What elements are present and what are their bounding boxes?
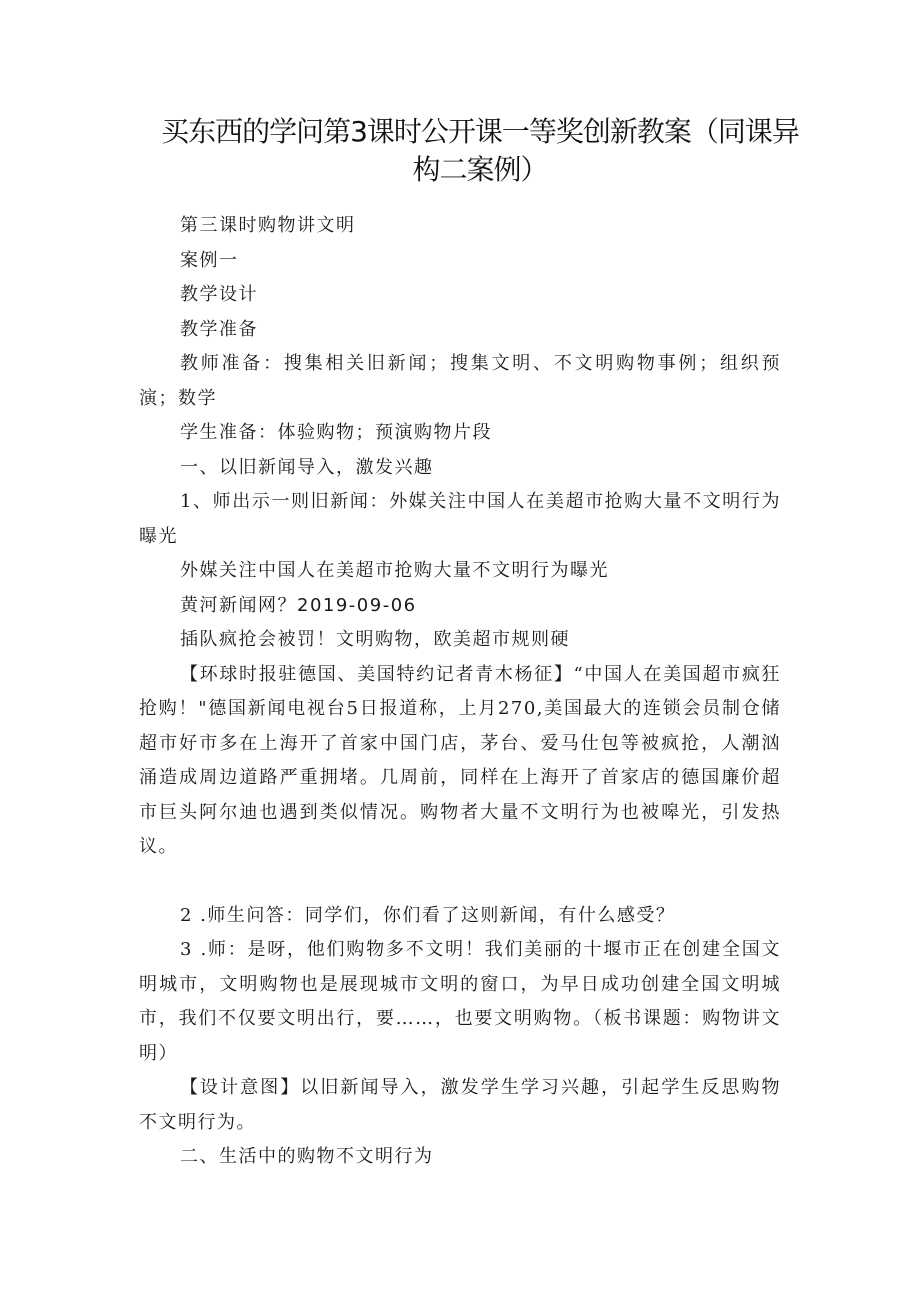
document-title: 买东西的学问第3课时公开课一等奖创新教案（同课异构二案例） bbox=[161, 115, 799, 186]
news-source-date: 黄河新闻网？2019-09-06 bbox=[180, 594, 417, 616]
paragraph-step-1: 1、师出示一则旧新闻：外媒关注中国人在美超市抢购大量不文明行为曝光 bbox=[139, 491, 781, 547]
paragraph-design-intent: 【设计意图】以旧新闻导入，激发学生学习兴趣，引起学生反思购物不文明行为。 bbox=[139, 1077, 781, 1133]
section-heading-behaviors: 二、生活中的购物不文明行为 bbox=[180, 1146, 434, 1167]
section-heading-design: 教学设计 bbox=[180, 284, 258, 305]
paragraph-student-preparation: 学生准备：体验购物；预演购物片段 bbox=[180, 422, 492, 443]
paragraph-teacher-preparation: 教师准备：搜集相关旧新闻；搜集文明、不文明购物事例；组织预演；数学 bbox=[139, 353, 781, 409]
section-heading-preparation: 教学准备 bbox=[180, 318, 258, 340]
section-heading-intro: 一、以旧新闻导入，激发兴趣 bbox=[180, 456, 434, 478]
news-headline: 外媒关注中国人在美超市抢购大量不文明行为曝光 bbox=[180, 560, 609, 581]
case-heading: 案例一 bbox=[180, 249, 239, 271]
paragraph-step-2: 2 .师生问答：同学们，你们看了这则新闻，有什么感受？ bbox=[180, 904, 676, 926]
news-body: 【环球时报驻德国、美国特约记者青木杨征】“中国人在美国超市疯狂抢购！"德国新闻电视台5日报道称，上月270,美国最大的连锁会员制仓储超市好市多在上海开了首家中国门店，茅台、爱马仕包等被疯抢，人潮汹涌造成周边道路严重拥堵。几周前，同样在上海开了首家店的德国廉价超市巨头阿尔迪也遇到类似情况。购物者大量不文明行为也被嗥光，引发热议。 bbox=[139, 663, 781, 857]
paragraph-step-3: 3 .师：是呀，他们购物多不文明！我们美丽的十堰市正在创建全国文明城市，文明购物也是展现城市文明的窗口，为早日成功创建全国文明城市，我们不仅要文明出行，要……，也要文明购物。（板书课题：购物讲文明） bbox=[139, 939, 781, 1064]
news-subheadline: 插队疯抢会被罚！文明购物，欧美超市规则硬 bbox=[180, 629, 570, 650]
lesson-heading: 第三课时购物讲文明 bbox=[180, 215, 356, 236]
document-body bbox=[139, 209, 781, 1175]
